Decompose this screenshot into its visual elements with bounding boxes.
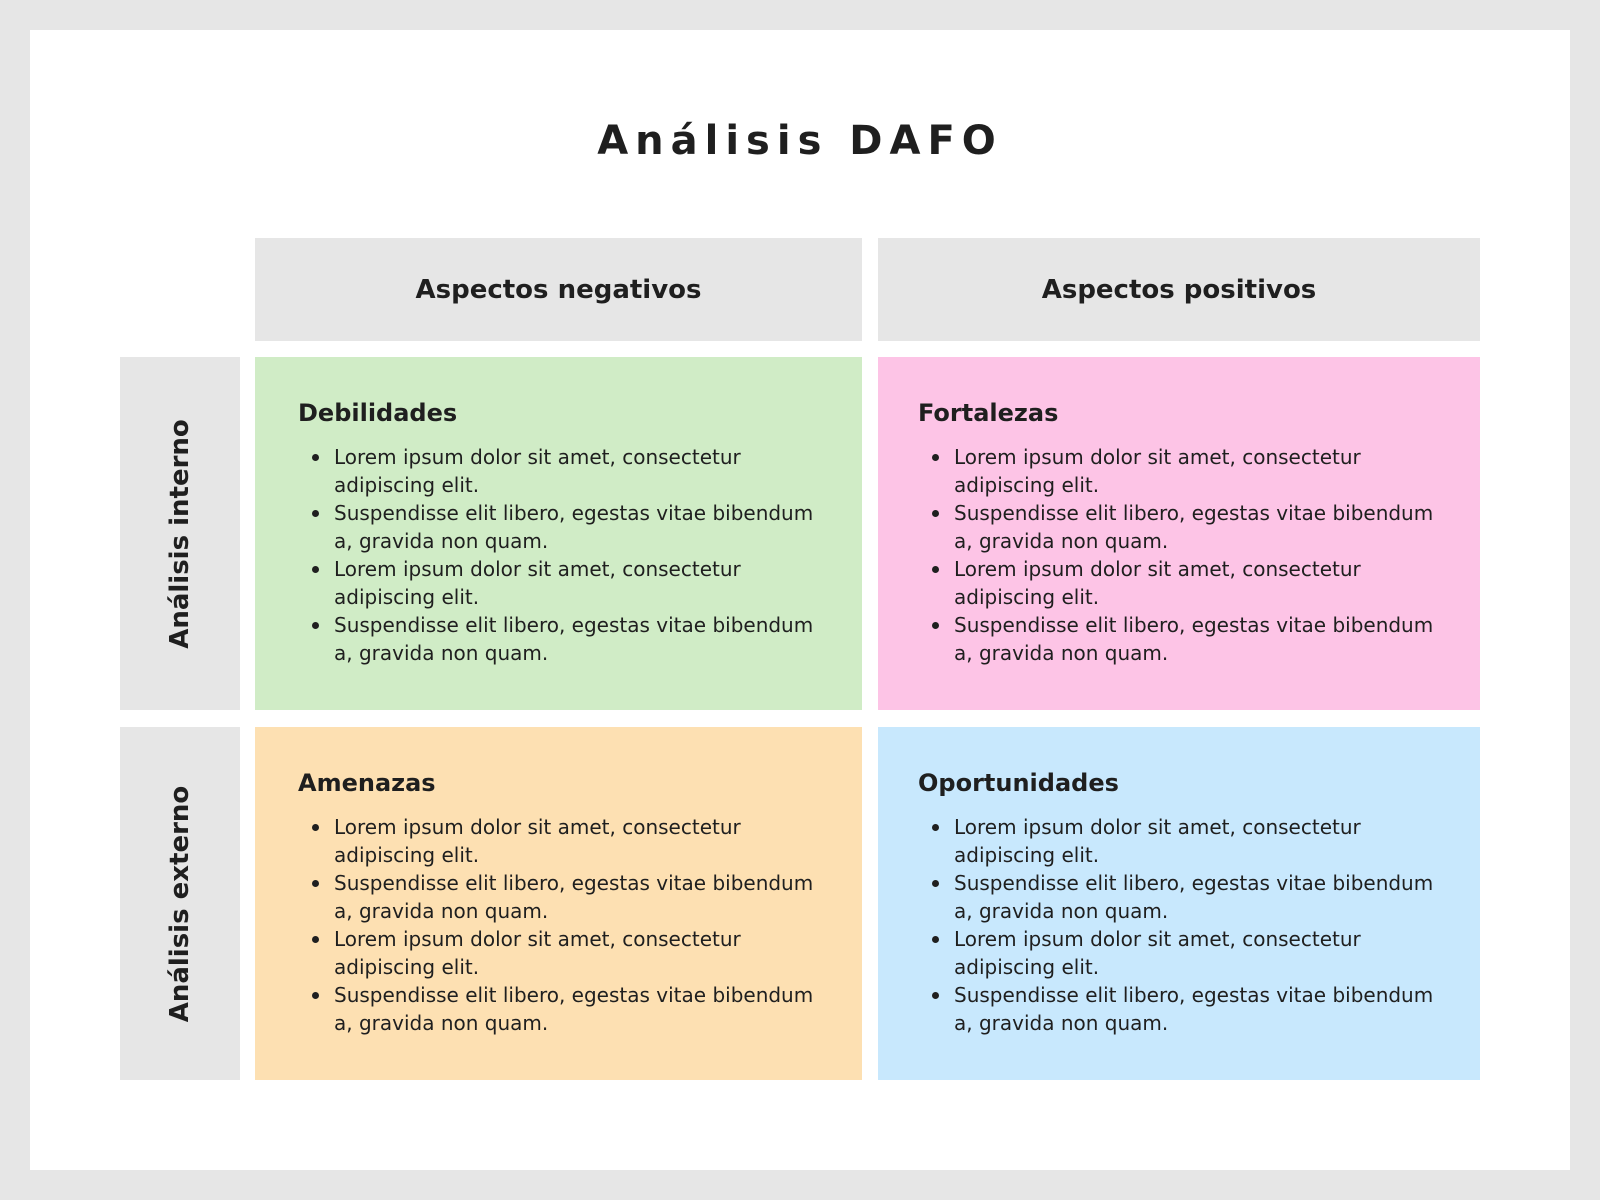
bullet-icon <box>932 454 939 461</box>
bullet-icon <box>312 510 319 517</box>
list-item-text: Lorem ipsum dolor sit amet, consectetur adipiscing elit. <box>954 445 1361 497</box>
quadrant-oportunidades <box>878 727 1480 1080</box>
list-item-text: Lorem ipsum dolor sit amet, consectetur adipiscing elit. <box>334 815 741 867</box>
list-item-text: Lorem ipsum dolor sit amet, consectetur adipiscing elit. <box>954 815 1361 867</box>
list-item <box>334 611 822 667</box>
column-header-negative: Aspectos negativos <box>255 238 862 341</box>
quadrant-list <box>298 813 822 1037</box>
quadrant-debilidades <box>255 357 862 710</box>
list-item <box>334 813 822 869</box>
row-header-external <box>120 727 240 1080</box>
list-item-text: Suspendisse elit libero, egestas vitae bibendum a, gravida non quam. <box>954 871 1434 923</box>
bullet-icon <box>932 880 939 887</box>
list-item <box>954 611 1440 667</box>
bullet-icon <box>932 936 939 943</box>
list-item <box>334 443 822 499</box>
list-item <box>334 499 822 555</box>
bullet-icon <box>932 566 939 573</box>
list-item <box>954 813 1440 869</box>
quadrant-fortalezas <box>878 357 1480 710</box>
list-item <box>334 981 822 1037</box>
row-header-external-label: Análisis externo <box>165 785 195 1022</box>
list-item <box>954 499 1440 555</box>
list-item-text: Suspendisse elit libero, egestas vitae bibendum a, gravida non quam. <box>954 613 1434 665</box>
bullet-icon <box>932 992 939 999</box>
bullet-icon <box>312 454 319 461</box>
list-item-text: Suspendisse elit libero, egestas vitae bibendum a, gravida non quam. <box>334 501 814 553</box>
list-item <box>334 555 822 611</box>
quadrant-amenazas <box>255 727 862 1080</box>
list-item-text: Lorem ipsum dolor sit amet, consectetur adipiscing elit. <box>334 927 741 979</box>
list-item-text: Lorem ipsum dolor sit amet, consectetur adipiscing elit. <box>954 557 1361 609</box>
row-header-internal-label: Análisis interno <box>165 418 195 649</box>
list-item-text: Lorem ipsum dolor sit amet, consectetur adipiscing elit. <box>334 557 741 609</box>
list-item <box>954 555 1440 611</box>
list-item-text: Suspendisse elit libero, egestas vitae bibendum a, gravida non quam. <box>334 983 814 1035</box>
bullet-icon <box>312 880 319 887</box>
list-item-text: Suspendisse elit libero, egestas vitae bibendum a, gravida non quam. <box>334 871 814 923</box>
row-header-internal <box>120 357 240 710</box>
quadrant-title: Fortalezas <box>918 399 1059 427</box>
quadrant-list <box>298 443 822 667</box>
list-item <box>954 869 1440 925</box>
bullet-icon <box>312 824 319 831</box>
list-item-text: Suspendisse elit libero, egestas vitae bibendum a, gravida non quam. <box>954 983 1434 1035</box>
list-item <box>954 925 1440 981</box>
quadrant-title: Oportunidades <box>918 769 1119 797</box>
list-item-text: Suspendisse elit libero, egestas vitae bibendum a, gravida non quam. <box>334 613 814 665</box>
bullet-icon <box>312 936 319 943</box>
bullet-icon <box>932 824 939 831</box>
bullet-icon <box>932 622 939 629</box>
quadrant-list <box>918 443 1440 667</box>
list-item <box>334 869 822 925</box>
list-item-text: Suspendisse elit libero, egestas vitae bibendum a, gravida non quam. <box>954 501 1434 553</box>
quadrant-list <box>918 813 1440 1037</box>
column-header-positive: Aspectos positivos <box>878 238 1480 341</box>
list-item-text: Lorem ipsum dolor sit amet, consectetur adipiscing elit. <box>334 445 741 497</box>
list-item <box>954 981 1440 1037</box>
bullet-icon <box>312 566 319 573</box>
list-item-text: Lorem ipsum dolor sit amet, consectetur adipiscing elit. <box>954 927 1361 979</box>
page-title: Análisis DAFO <box>597 118 1003 164</box>
list-item <box>334 925 822 981</box>
quadrant-title: Amenazas <box>298 769 436 797</box>
bullet-icon <box>312 622 319 629</box>
bullet-icon <box>312 992 319 999</box>
list-item <box>954 443 1440 499</box>
bullet-icon <box>932 510 939 517</box>
quadrant-title: Debilidades <box>298 399 458 427</box>
